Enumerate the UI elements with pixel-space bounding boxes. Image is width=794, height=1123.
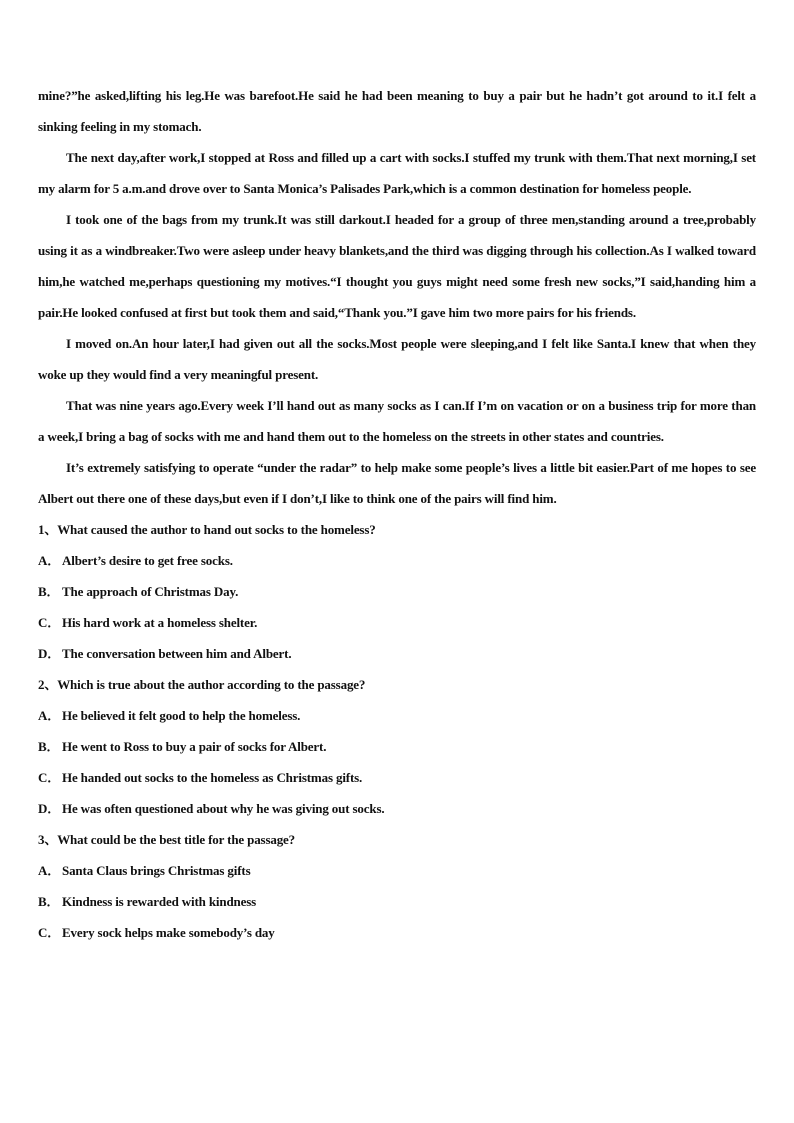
option-letter: A． [38,863,61,878]
passage-paragraph: It’s extremely satisfying to operate “under the radar” to help make some people’s lives a little bit easier.Part of me hopes to see Albert out there one of these days,but even if I don’t,I like to think one of the pairs will find him. [38,460,756,506]
answer-option[interactable] [38,917,756,948]
answer-option[interactable] [38,576,756,607]
option-text: He handed out socks to the homeless as Christmas gifts. [62,770,363,785]
option-text: He believed it felt good to help the homeless. [62,708,301,723]
option-text: The approach of Christmas Day. [62,584,239,599]
answer-option[interactable] [38,886,756,917]
option-letter: D． [38,801,61,816]
question-stem: 3、What could be the best title for the passage? [38,832,296,847]
answer-option[interactable] [38,638,756,669]
option-text: He was often questioned about why he was giving out socks. [62,801,385,816]
option-text: Albert’s desire to get free socks. [62,553,233,568]
option-text: He went to Ross to buy a pair of socks for Albert. [62,739,327,754]
option-letter: D． [38,646,61,661]
answer-option[interactable] [38,855,756,886]
question-3 [38,824,756,948]
answer-option[interactable] [38,700,756,731]
passage-paragraph: mine?”he asked,lifting his leg.He was barefoot.He said he had been meaning to buy a pair but he hadn’t got around to it.I felt a sinking feeling in my stomach. [38,88,756,134]
question-1 [38,514,756,669]
passage-paragraph: That was nine years ago.Every week I’ll hand out as many socks as I can.If I’m on vacation or on a business trip for more than a week,I bring a bag of socks with me and hand them out to the homeless on the streets in other states and countries. [38,398,756,444]
option-letter: A． [38,708,61,723]
option-letter: C． [38,770,61,785]
question-2 [38,669,756,824]
option-letter: A． [38,553,61,568]
option-letter: C． [38,925,61,940]
question-stem: 2、Which is true about the author according to the passage? [38,677,366,692]
option-letter: B． [38,739,60,754]
answer-option[interactable] [38,545,756,576]
passage-paragraph: I moved on.An hour later,I had given out all the socks.Most people were sleeping,and I felt like Santa.I knew that when they woke up they would find a very meaningful present. [38,336,756,382]
question-stem: 1、What caused the author to hand out socks to the homeless? [38,522,376,537]
answer-option[interactable] [38,731,756,762]
option-text: His hard work at a homeless shelter. [62,615,258,630]
option-text: Kindness is rewarded with kindness [62,894,257,909]
option-letter: B． [38,584,60,599]
option-letter: C． [38,615,61,630]
answer-option[interactable] [38,607,756,638]
answer-option[interactable] [38,793,756,824]
option-text: The conversation between him and Albert. [62,646,292,661]
answer-option[interactable] [38,762,756,793]
option-text: Every sock helps make somebody’s day [62,925,275,940]
passage-paragraph: The next day,after work,I stopped at Ross and filled up a cart with socks.I stuffed my trunk with them.That next morning,I set my alarm for 5 a.m.and drove over to Santa Monica’s Palisades Park,which is a common destination for homeless people. [38,150,756,196]
passage-paragraph: I took one of the bags from my trunk.It was still darkout.I headed for a group of three men,standing around a tree,probably using it as a windbreaker.Two were asleep under heavy blankets,and the third was digging through his collection.As I walked toward him,he watched me,perhaps questioning my motives.“I thought you guys might need some fresh new socks,”I said,handing him a pair.He looked confused at first but took them and said,“Thank you.”I gave him two more pairs for his friends. [38,212,756,320]
document-body [38,80,756,948]
option-text: Santa Claus brings Christmas gifts [62,863,251,878]
option-letter: B． [38,894,60,909]
